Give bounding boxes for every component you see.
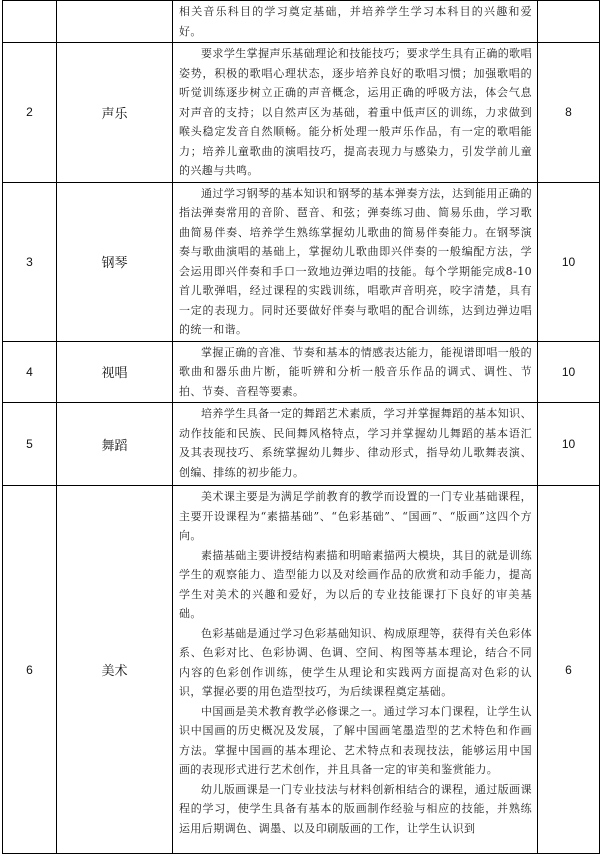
table-row (3, 43, 600, 183)
course-name-cell: 舞蹈 (57, 403, 173, 486)
table-row (3, 403, 600, 486)
course-description-cell (173, 486, 538, 854)
row-number-cell: 6 (3, 486, 57, 854)
row-number-cell: 3 (3, 182, 57, 341)
description-paragraph: 幼儿版画课是一门专业技法与材料创新相结合的课程，通过版画课程的学习，使学生具备有基本的版画制作经验与相应的技能，并熟练运用后期调色、调墨、以及印刷版画的工作，让学生认识到 (179, 782, 532, 835)
description-paragraph: 色彩基础是通过学习色彩基础知识、构成原理等，获得有关色彩体系、色彩对比、色彩协调、色调、空间、构图等基本理论，结合不同内容的色彩创作训练，使学生从理论和实践两方面提高对色彩的认识，掌握必要的用色造型技巧，为后续课程奠定基础。 (179, 626, 532, 698)
hours-cell: 6 (538, 486, 600, 854)
hours-cell: 10 (538, 403, 600, 486)
table-row (3, 182, 600, 341)
description-paragraph: 美术课主要是为满足学前教育的教学而设置的一门专业基础课程，主要开设课程为“素描基础”、“色彩基础”、“国画”、“版画”这四个方向。 (179, 490, 532, 542)
hours-cell: 8 (538, 43, 600, 183)
course-description-cell (173, 1, 538, 43)
hours-cell (538, 1, 600, 43)
description-paragraph: 相关音乐科目的学习奠定基础，并培养学生学习本科目的兴趣和爱好。 (179, 5, 532, 38)
description-paragraph: 培养学生具备一定的舞蹈艺术素质，学习并掌握舞蹈的基本知识、动作技能和民族、民间舞风格特点，学习并掌握幼儿舞蹈的基本语汇及其表现技巧、系统掌握幼儿舞步、律动形式，指导幼儿歌舞表演、创编、排练的初步能力。 (179, 407, 532, 479)
course-name-cell: 声乐 (57, 43, 173, 183)
course-name-cell (57, 1, 173, 43)
course-description-cell (173, 182, 538, 341)
description-paragraph: 素描基础主要讲授结构素描和明暗素描两大模块，其目的就是训练学生的观察能力、造型能力以及对绘画作品的欣赏和动手能力，提高学生对美术的兴趣和爱好，为以后的专业技能课打下良好的审美基础。 (179, 548, 532, 620)
hours-cell: 10 (538, 182, 600, 341)
row-number-cell: 2 (3, 43, 57, 183)
course-description-cell (173, 341, 538, 403)
description-paragraph: 通过学习钢琴的基本知识和钢琴的基本弹奏方法，达到能用正确的指法弹奏常用的音阶、琶音、和弦；弹奏练习曲、简易乐曲，学习歌曲简易伴奏、培养学生熟练掌握幼儿歌曲的简易伴奏能力。在钢琴演奏与歌曲演唱的基础上，掌握幼儿歌曲即兴伴奏的一般编配方法，学会运用即兴伴奏和手口一致地边弹边唱的技能。每个学期能完成8-10首儿歌弹唱，经过课程的实践训练，唱歌声音明亮，咬字清楚，具有一定的表现力。同时还要做好伴奏与歌唱的配合训练，达到边弹边唱的统一和谐。 (179, 186, 532, 336)
description-paragraph: 掌握正确的音准、节奏和基本的情感表达能力，能视谱即唱一般的歌曲和器乐曲片断，能听辨和分析一般音乐作品的调式、调性、节拍、节奏、音程等要素。 (179, 345, 532, 398)
course-description-cell (173, 403, 538, 486)
description-paragraph: 中国画是美术教育教学必修课之一。通过学习本门课程，让学生认识中国画的历史概况及发展，了解中国画笔墨造型的艺术特色和作画方法。掌握中国画的基本理论、艺术特点和表现技法，能够运用中国画的表现形式进行艺术创作，并且具备一定的审美和鉴赏能力。 (179, 704, 532, 776)
row-number-cell: 4 (3, 341, 57, 403)
description-clip (179, 487, 532, 849)
course-name-cell: 美术 (57, 486, 173, 854)
table-row (3, 1, 600, 43)
course-description-cell (173, 43, 538, 183)
description-paragraph: 要求学生掌握声乐基础理论和技能技巧；要求学生具有正确的歌唱姿势，积极的歌唱心理状态，逐步培养良好的歌唱习惯；加强歌唱的听觉训练逐步树立正确的声音概念，运用正确的呼吸方法，体会气息对声音的支持；以自然声区为基础，着重中低声区的训练，力求做到喉头稳定发音自然顺畅。能分析处理一般声乐作品，有一定的歌唱能力；培养儿童歌曲的演唱技巧，提高表现力与感染力，引发学前儿童的兴趣与共鸣。 (179, 47, 532, 177)
course-table (2, 0, 600, 854)
table-row (3, 486, 600, 854)
row-number-cell (3, 1, 57, 43)
table-row (3, 341, 600, 403)
table-body (3, 1, 600, 854)
course-name-cell: 钢琴 (57, 182, 173, 341)
hours-cell: 10 (538, 341, 600, 403)
row-number-cell: 5 (3, 403, 57, 486)
course-name-cell: 视唱 (57, 341, 173, 403)
